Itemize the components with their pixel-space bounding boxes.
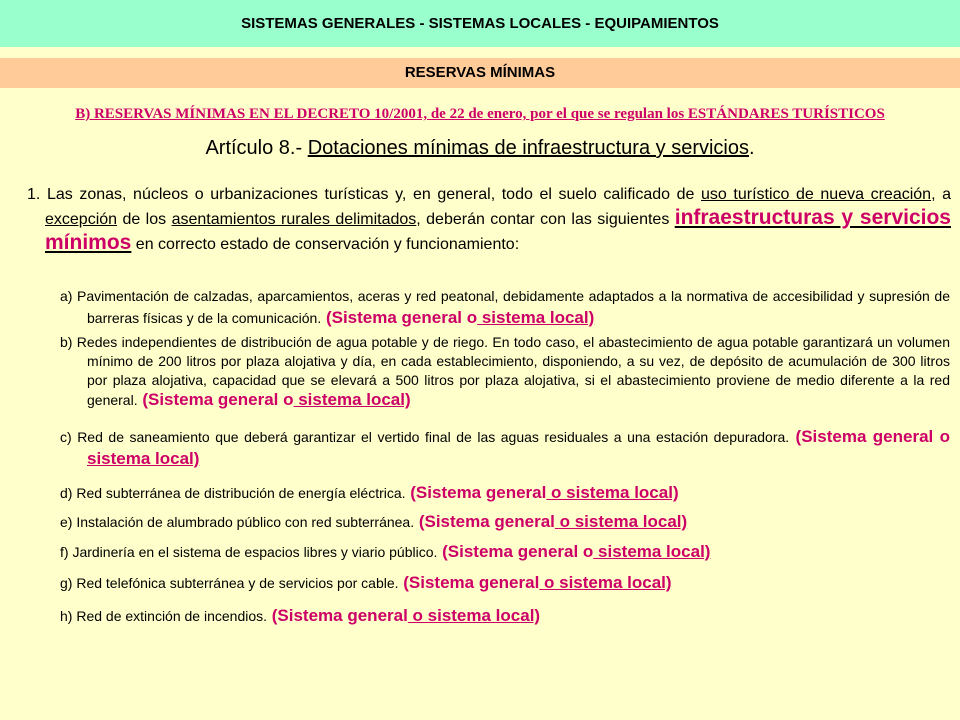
system-tag-part: (Sistema general o (137, 390, 294, 409)
system-tag-part: o sistema local) (539, 573, 672, 592)
system-tag-part: (Sistema general (414, 512, 555, 531)
list-item-a (60, 285, 950, 329)
list-item-text: e) Instalación de alumbrado público con red subterránea. (60, 514, 415, 530)
system-tag (138, 390, 411, 409)
system-tag-part: sistema local) (293, 390, 411, 409)
system-tag (399, 573, 672, 592)
system-tag-part: o sistema local) (554, 512, 688, 531)
system-tag (414, 512, 687, 531)
list-item-h (60, 605, 950, 627)
paragraph-text: en correcto estado de conservación y funcionamiento: (131, 236, 520, 253)
header-title-bar (0, 0, 960, 47)
system-tag-part: o sistema local) (407, 606, 541, 625)
underlined-term: asentamientos rurales delimitados (171, 211, 417, 228)
paragraph-text: , deberán contar con las siguientes (416, 211, 675, 228)
paragraph-text: Las zonas, núcleos o urbanizaciones turísticas y, en general, todo el suelo calificado de (46, 186, 702, 203)
list-item-e (60, 511, 950, 533)
header-title: SISTEMAS GENERALES - SISTEMAS LOCALES - EQUIPAMIENTOS (241, 15, 719, 32)
list-item-g (60, 572, 950, 594)
list-item-f (60, 541, 950, 563)
system-tag-part: sistema local) (477, 308, 595, 327)
list-item-text: h) Red de extinción de incendios. (60, 608, 268, 624)
list-item-text: b) Redes independientes de distribución de agua potable y de riego. En todo caso, el abastecimiento de agua potable garantizará un volumen mínimo de 200 litros por plaza alojativa y día, en cada establecimiento, disponiendo, a su vez, de depósito de acumulación de 300 litros por plaza alojativa, capacidad que se elevará a 500 litros por plaza alojativa, si el abastecimiento proviene de medio diferente a la red general. (60, 334, 950, 408)
paragraph-number: 1. (27, 186, 47, 203)
paragraph-text: de los (117, 211, 172, 228)
system-tag (406, 483, 679, 502)
system-tag (321, 308, 594, 327)
system-tag-part: (Sistema general (267, 606, 408, 625)
system-tag (437, 542, 710, 561)
system-tag-part: (Sistema general o (437, 542, 594, 561)
header-subtitle: RESERVAS MÍNIMAS (404, 64, 556, 81)
subtitle-bar (0, 58, 960, 88)
system-tag-part: (Sistema general (405, 483, 547, 502)
article-heading (0, 137, 960, 160)
system-tag-part: sistema local) (87, 449, 200, 468)
system-tag-part: o sistema local) (546, 483, 679, 502)
list-item-text: c) Red de saneamiento que deberá garantizar el vertido final de las aguas residuales a una estación depuradora. (60, 429, 790, 445)
system-tag (267, 606, 540, 625)
list-item-d (60, 482, 950, 504)
underlined-term: excepción (45, 211, 118, 228)
list-item-c (60, 426, 950, 470)
paragraph-text: , a (931, 186, 952, 203)
underlined-term: uso turístico de nueva creación (701, 186, 932, 203)
system-tag-part: (Sistema general o (789, 427, 951, 446)
system-tag-part: (Sistema general o (321, 308, 478, 327)
system-tag-part: sistema local) (593, 542, 711, 561)
article-prefix: Artículo 8.- (205, 137, 308, 159)
list-item-text: g) Red telefónica subterránea y de servicios por cable. (60, 575, 399, 591)
list-item-text: f) Jardinería en el sistema de espacios libres y viario público. (60, 544, 438, 560)
list-item-text: d) Red subterránea de distribución de energía eléctrica. (60, 485, 406, 501)
paragraph-1 (27, 183, 952, 256)
list-item-text: a) Pavimentación de calzadas, aparcamientos, aceras y red peatonal, debidamente adaptados a la normativa de accesibilidad y supresión de barreras físicas y de la comunicación. (60, 288, 950, 326)
article-title: Dotaciones mínimas de infraestructura y servicios (307, 137, 749, 159)
article-suffix: . (748, 137, 755, 159)
list-item-b (60, 333, 950, 410)
system-tag-part: (Sistema general (398, 573, 540, 592)
highlighted-term: infraestructuras y servicios mínimos (45, 206, 951, 254)
decree-heading: B) RESERVAS MÍNIMAS EN EL DECRETO 10/2001, de 22 de enero, por el que se regulan los ESTÁNDARES TURÍSTICOS (75, 106, 885, 122)
